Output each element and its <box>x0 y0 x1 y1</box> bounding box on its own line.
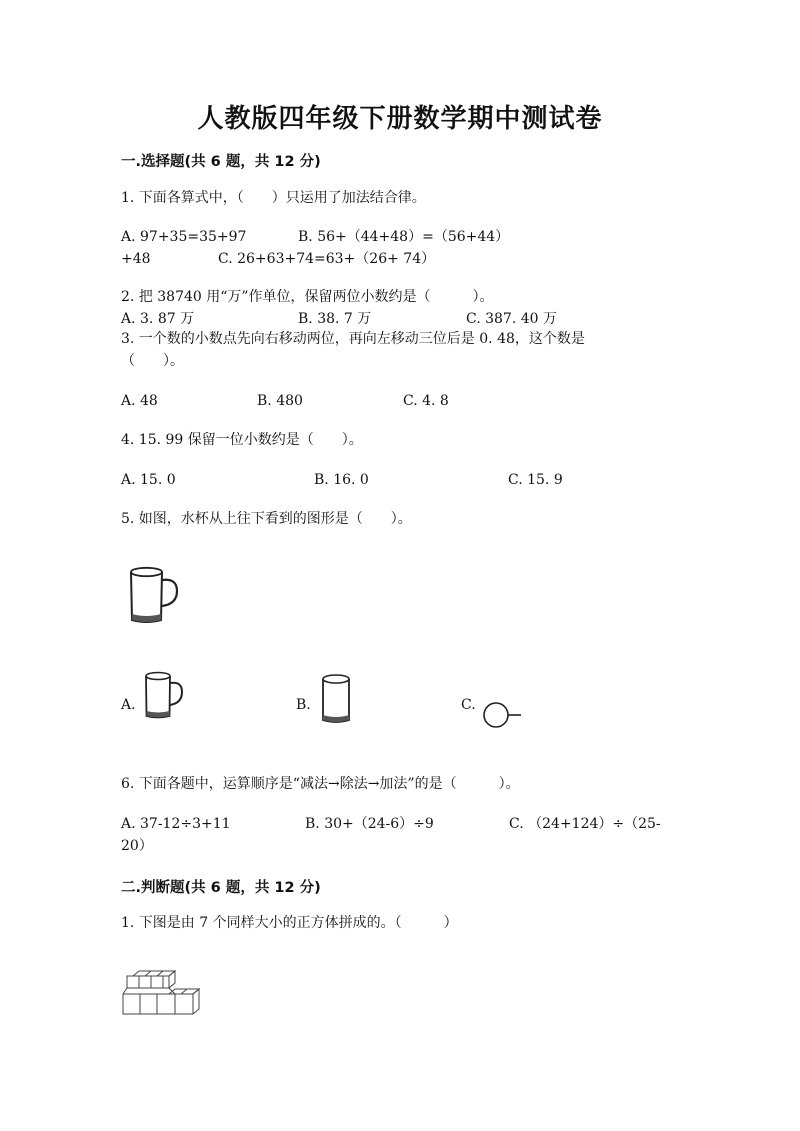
question-3-option-a: A. 48 <box>121 393 158 409</box>
question-4-option-c: C. 15. 9 <box>508 472 563 488</box>
question-1-option-b: B. 56+（44+48）=（56+44） <box>298 229 510 245</box>
question-5-option-c-label: C. <box>461 697 476 713</box>
question-6-option-c: C. （24+124）÷（25- <box>509 816 661 832</box>
question-2-stem: 2. 把 38740 用“万”作单位，保留两位小数约是（ ）。 <box>121 289 494 305</box>
question-2-option-c: C. 387. 40 万 <box>466 311 557 327</box>
section-heading-judgement: 二.判断题(共 6 题，共 12 分) <box>121 880 321 896</box>
question-1-option-c: C. 26+63+74=63+（26+ 74） <box>218 251 436 267</box>
mug-figure <box>128 565 182 627</box>
section-heading-choice: 一.选择题(共 6 题，共 12 分) <box>121 154 321 170</box>
question-2-option-a: A. 3. 87 万 <box>121 311 195 327</box>
question-5-option-a-label: A. <box>121 697 136 713</box>
question-4-option-a: A. 15. 0 <box>121 472 176 488</box>
circle-top-view-option-c <box>482 700 526 730</box>
question-6-option-c-continued: 20） <box>121 838 153 854</box>
question-4-option-b: B. 16. 0 <box>314 472 369 488</box>
question-6-option-b: B. 30+（24-6）÷9 <box>305 816 434 832</box>
cubes-figure <box>122 970 202 1016</box>
question-1-option-a: A. 97+35=35+97 <box>121 229 247 245</box>
question-4-stem: 4. 15. 99 保留一位小数约是（ ）。 <box>121 432 363 448</box>
judgement-1-stem: 1. 下图是由 7 个同样大小的正方体拼成的。（ ） <box>121 915 458 931</box>
question-1-stem: 1. 下面各算式中，（ ）只运用了加法结合律。 <box>121 190 426 206</box>
question-3-stem: 3. 一个数的小数点先向右移动两位，再向左移动三位后是 0. 48，这个数是 <box>121 331 585 347</box>
question-5-stem: 5. 如图，水杯从上往下看到的图形是（ ）。 <box>121 511 412 527</box>
question-3-option-b: B. 480 <box>257 393 303 409</box>
question-3-stem-continued: （ ）。 <box>121 353 184 369</box>
question-5-option-b-label: B. <box>296 697 311 713</box>
question-3-option-c: C. 4. 8 <box>403 393 449 409</box>
question-6-stem: 6. 下面各题中，运算顺序是“减法→除法→加法”的是（ ）。 <box>121 776 520 792</box>
question-1-option-b-continued: +48 <box>121 251 151 267</box>
question-2-option-b: B. 38. 7 万 <box>298 311 372 327</box>
cylinder-view-option-b <box>320 672 354 726</box>
mug-front-view-option-a <box>143 670 187 722</box>
question-6-option-a: A. 37-12÷3+11 <box>121 816 231 832</box>
page-title: 人教版四年级下册数学期中测试卷 <box>197 104 603 134</box>
